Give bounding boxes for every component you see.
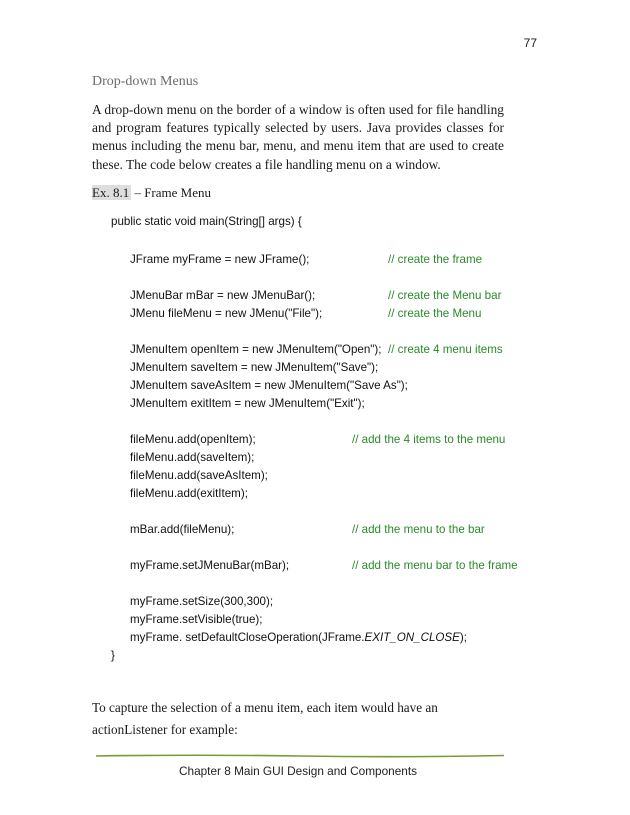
code-line: JMenuBar mBar = new JMenuBar(); (130, 289, 316, 302)
section-heading: Drop-down Menus (92, 74, 199, 89)
code-line: JFrame myFrame = new JFrame(); (130, 253, 310, 266)
example-title: – Frame Menu (131, 185, 211, 200)
code-comment: // add the menu bar to the frame (352, 559, 518, 572)
code-comment: // add the 4 items to the menu (352, 433, 506, 446)
intro-paragraph: A drop-down menu on the border of a window is often used for file handling and program features typically selected by users. Java provides classes for menus including the menu bar, menu, and menu item that are used to create these. The code below creates a file handling menu on a window. (92, 102, 504, 172)
code-text: ); (459, 631, 467, 644)
code-comment: // create the frame (388, 253, 483, 266)
code-line: public static void main(String[] args) { (111, 215, 302, 228)
code-line: myFrame.setJMenuBar(mBar); (130, 559, 290, 572)
example-reference: Ex. 8.1 (92, 185, 130, 200)
code-line: JMenuItem openItem = new JMenuItem("Open"); (130, 343, 382, 356)
code-text: myFrame. setDefaultCloseOperation(JFrame. (130, 631, 365, 644)
code-line: fileMenu.add(openItem); (130, 433, 256, 446)
code-line: } (111, 649, 115, 662)
page-number: 77 (523, 36, 537, 50)
code-line: JMenuItem saveItem = new JMenuItem("Save"); (130, 361, 379, 374)
code-line: JMenuItem saveAsItem = new JMenuItem("Save As"); (130, 379, 408, 392)
footer-rule (96, 753, 504, 759)
code-comment: // add the menu to the bar (352, 523, 485, 536)
code-comment: // create the Menu (388, 307, 482, 320)
code-line: JMenuItem exitItem = new JMenuItem("Exit"); (130, 397, 365, 410)
capture-paragraph: To capture the selection of a menu item, each item would have an actionListener for example: (92, 700, 438, 737)
code-line: JMenu fileMenu = new JMenu("File"); (130, 307, 323, 320)
code-line: fileMenu.add(exitItem); (130, 487, 248, 500)
code-constant: EXIT_ON_CLOSE (364, 631, 460, 644)
footer-text: Chapter 8 Main GUI Design and Components (178, 764, 418, 778)
code-line: fileMenu.add(saveAsItem); (130, 469, 268, 482)
code-line: fileMenu.add(saveItem); (130, 451, 255, 464)
code-comment: // create the Menu bar (388, 289, 502, 302)
code-comment: // create 4 menu items (388, 343, 503, 356)
code-line (130, 631, 467, 644)
code-line: myFrame.setSize(300,300); (130, 595, 274, 608)
code-line: mBar.add(fileMenu); (130, 523, 235, 536)
code-line: myFrame.setVisible(true); (130, 613, 263, 626)
footer (0, 764, 630, 778)
